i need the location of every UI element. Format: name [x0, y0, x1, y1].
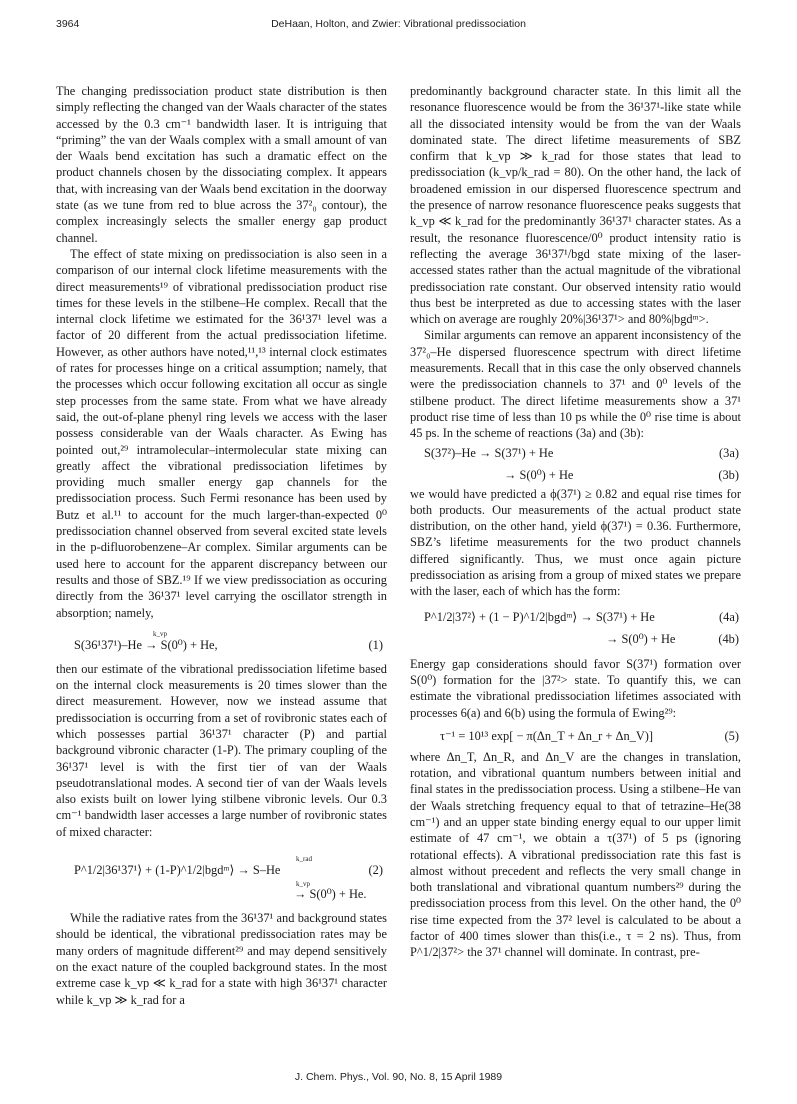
- paragraph: The changing predissociation product state distribution is then simply reflecting the changed van der Waals character of the states accessed by the 0.3 cm⁻¹ bandwidth laser. It is intriguing that “priming” the van der Waals complex with a small amount of van der Waals bend excitation has such a dramatic effect on the product channels chosen by the dissociating complex. It appears that, with increasing van der Waals bend excitation in the doorway state (as we tune from red to blue across the 37²₀ contour), the complex increasingly selects the smaller energy gap product channel.: [56, 84, 387, 245]
- paragraph: predominantly background character state. In this limit all the resonance fluorescence would be from the 36¹37¹-like state while all the dissociated intensity would be from the van der Waals dominated state. The direct lifetime measurements of SBZ confirm that k_vp ≫ k_rad for those states that lead to predissociation (k_vp/k_rad = 80). On the other hand, the lack of broadened emission in our dispersed fluorescence spectrum and the presence of narrow resonance fluorescence peaks suggests that k_vp ≪ k_rad for the predominantly 36¹37¹ character states. As a result, the resonance fluorescence/0⁰ product intensity ratio is reflecting the average 36¹37¹/bgd state mixing of the laser-accessed states rather than the actual magnitude of the vibrational predissociation rate constant. Our observed intensity ratio would thus best be interpreted as due to accessing states with the laser which on average are roughly 20%|36¹37¹> and 80%|bgdᵐ>.: [410, 84, 741, 327]
- equation-number: (4a): [719, 609, 739, 624]
- equation-5: [410, 721, 741, 749]
- rate-label: k_vp: [296, 880, 310, 889]
- equation-text: → S(0⁰) + He: [504, 467, 574, 482]
- rate-label: k_vp: [153, 629, 167, 638]
- equation-3b: [410, 464, 741, 486]
- journal-citation: J. Chem. Phys., Vol. 90, No. 8, 15 April 1989: [294, 1071, 503, 1083]
- rate-label: k_rad: [296, 855, 312, 864]
- equation-3a: [410, 442, 741, 464]
- equation-text: P^1/2|36¹37¹⟩ + (1-P)^1/2|bgdᵐ⟩ → S–He: [74, 863, 281, 878]
- page-header: [56, 18, 741, 38]
- equation-1: [56, 621, 387, 661]
- equation-number: (5): [724, 728, 739, 743]
- running-title: DeHaan, Holton, and Zwier: Vibrational predissociation: [271, 18, 526, 30]
- equation-text: S(37²)–He → S(37¹) + He: [424, 445, 554, 460]
- left-column: [56, 83, 387, 1008]
- equation-4a: [410, 606, 741, 628]
- paragraph: Similar arguments can remove an apparent inconsistency of the 37²₀–He dispersed fluorescence spectrum with direct lifetime measurements. Recall that in this case the only observed channels were the predissociation channels to 37¹ and 0⁰ levels of the stilbene product. The direct lifetime measurements show a 37¹ product rise time of less than 10 ps while the 0⁰ rise time is about 45 ps. In the scheme of reactions (3a) and (3b):: [410, 328, 741, 441]
- equation-number: (3b): [718, 467, 739, 482]
- equation-text: S(36¹37¹)–He → S(0⁰) + He,: [74, 637, 218, 652]
- paragraph: then our estimate of the vibrational predissociation lifetime based on the internal clock measurements is 20 times slower than the direct measurement. However, now we instead assume that predissociation is occurring from a set of rovibronic states each of which possesses partial 36¹37¹ character (P) and partial background vibronic character (1-P). The primary coupling of the 36¹37¹ level is with the first tier of van der Waals pseudotranslational modes. A second tier of van der Waals levels also exists built on lower lying stilbene vibronic levels. Our 0.3 cm⁻¹ bandwidth laser accesses a large number of rovibronic states of mixed character:: [56, 661, 387, 839]
- paragraph: While the radiative rates from the 36¹37¹ and background states should be identical, the vibrational predissociation rates may be many orders of magnitude different²⁹ and may depend sensitively on the exact nature of the coupled background states. In the most extreme case k_vp ≪ k_rad for a state with high 36¹37¹ character while k_vp ≫ k_rad for a: [56, 911, 387, 1007]
- paragraph: where Δn_T, Δn_R, and Δn_V are the changes in translation, rotation, and vibrational quantum numbers between initial and final states in the predissociation process. Using a stilbene–He van der Waals stretching frequency equal to that of tetrazine–He(38 cm⁻¹) and an upper state binding energy equal to our upper limit estimate of 47 cm⁻¹, we obtain a τ(37¹) of 5 ps (ignoring rotational effects). A vibrational predissociation rate this fast is almost without precedent and reflects the very small change in both translational and vibrational quantum numbers²⁹ during the predissociation process from this level. On the other hand, the 0⁰ rise time expected from the 37² level is calculated to be about a factor of 400 times slower than this(i.e., τ = 2 ns). Thus, from P^1/2|37²> the 37¹ channel will dominate. In contrast, pre-: [410, 749, 741, 960]
- equation-4b: [410, 628, 741, 650]
- equation-number: (4b): [718, 631, 739, 646]
- paragraph: Energy gap considerations should favor S(37¹) formation over S(0⁰) formation for the |37²> state. To quantify this, we can estimate the vibrational predissociation lifetimes associated with processes 6(a) and 6(b) using the formula of Ewing²⁹:: [410, 656, 741, 720]
- equation-number: (1): [368, 637, 383, 652]
- equation-text: → S(0⁰) + He.: [294, 887, 367, 902]
- paragraph: The effect of state mixing on predissociation is also seen in a comparison of our internal clock lifetime measurements with the direct measurements¹⁹ of vibrational predissociation product rise times for these levels in the stilbene–He complex. Recall that the internal clock lifetime we estimated for the 36¹37¹ level was a factor of 20 different from the actual predissociation lifetime. However, as other authors have noted,¹¹,¹³ internal clock estimates of rates for processes hinge on a critical assumption; namely, that the processes which occur following excitation all occur as single step processes from the same state. From what we have already said, the out-of-plane phenyl ring levels we access with the laser possess considerable van der Waals character. As Ewing has pointed out,²⁹ intramolecular–intermolecular state mixing can greatly affect the vibrational predissociation lifetimes by providing much smaller energy gap channels for the predissociation process. Such Fermi resonance has been used by Butz et al.¹¹ to account for the much larger-than-expected 0⁰ predissociation channel observed from several excited state levels in the p-difluorobenzene–Ar complex. Similar arguments can be used here to account for the apparent discrepancy between our results and those of SBZ.¹⁹ If we view predissociation as occuring directly from the 36¹37¹ level carrying the oscillator strength in absorption; namely,: [56, 246, 387, 620]
- equation-text: → S(0⁰) + He: [606, 631, 676, 646]
- equation-2: [56, 846, 387, 904]
- equation-text: τ⁻¹ = 10¹³ exp[ − π(Δn_T + Δn_r + Δn_V)]: [440, 728, 654, 743]
- equation-number: (2): [368, 863, 383, 878]
- equation-number: (3a): [719, 445, 739, 460]
- right-column: [410, 83, 741, 961]
- paragraph: we would have predicted a ϕ(37¹) ≥ 0.82 and equal rise times for both products. Our measurements of the actual product state distribution, on the other hand, yield ϕ(37¹) = 0.36. Furthermore, SBZ’s lifetime measurements for the two product channels differed significantly. Thus, we must once again picture predissociation as arising from a group of mixed states we prepare with the laser, each of which has the form:: [410, 486, 741, 599]
- page-number: 3964: [56, 18, 80, 30]
- equation-text: P^1/2|37²⟩ + (1 − P)^1/2|bgdᵐ⟩ → S(37¹) + He: [424, 609, 655, 624]
